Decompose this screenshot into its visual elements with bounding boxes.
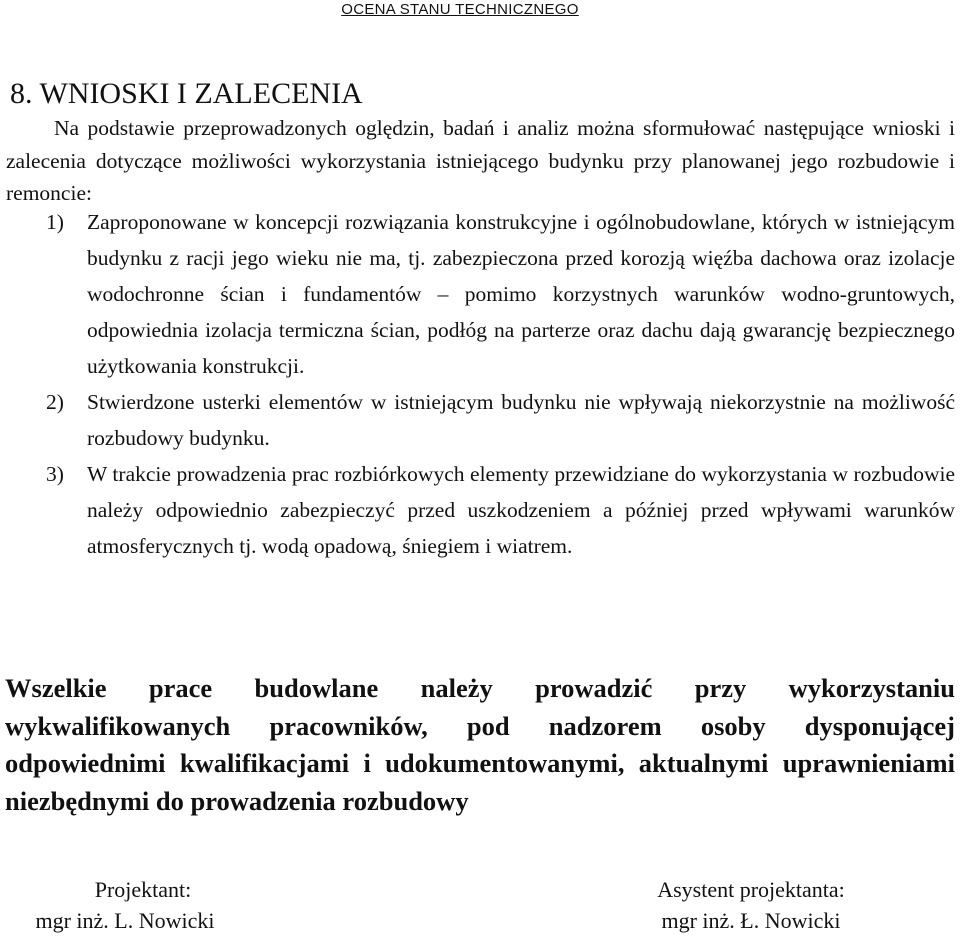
signature-name: mgr inż. Ł. Nowicki bbox=[661, 908, 841, 933]
list-item-text: W trakcie prowadzenia prac rozbiórkowych elementy przewidziane do wykorzystania w rozbudowie należy odpowiednio zabezpieczyć przed uszkodzeniem a później przed wpływami warunków atmosferycznych tj. wodą opadową, śniegiem i wiatrem. bbox=[87, 462, 955, 558]
list-item-number: 3) bbox=[46, 462, 64, 486]
signature-name: mgr inż. L. Nowicki bbox=[35, 908, 215, 933]
list-item-text: Zaproponowane w koncepcji rozwiązania konstrukcyjne i ogólnobudowlane, których w istniejącym budynku z racji jego wieku nie ma, tj. zabezpieczona przed korozją więźba dachowa oraz izolacje wodochronne ścian i fundamentów – pomimo korzystnych warunków wodno-gruntowych, odpowiednia izolacja termiczna ścian, podłóg na parterze oraz dachu dają gwarancję bezpiecznego użytkowania konstrukcji. bbox=[87, 210, 955, 378]
signature-assistant bbox=[620, 874, 882, 936]
signature-role: Projektant: bbox=[94, 877, 192, 902]
list-item bbox=[46, 204, 955, 384]
list-item-number: 1) bbox=[46, 210, 64, 234]
signature-designer bbox=[4, 874, 246, 936]
page-header: OCENA STANU TECHNICZNEGO bbox=[341, 1, 579, 18]
final-note: Wszelkie prace budowlane należy prowadzić przy wykorzystaniu wykwalifikowanych pracowników, pod nadzorem osoby dysponującej odpowiednimi kwalifikacjami i udokumentowanymi, aktualnymi uprawnieniami niezbędnymi do prowadzenia rozbudowy bbox=[5, 673, 955, 816]
section-title: 8. WNIOSKI I ZALECENIA bbox=[10, 77, 363, 110]
list-item-text: Stwierdzone usterki elementów w istniejącym budynku nie wpływają niekorzystnie na możliwość rozbudowy budynku. bbox=[87, 390, 955, 450]
intro-paragraph: Na podstawie przeprowadzonych oględzin, badań i analiz można sformułować następujące wnioski i zalecenia dotyczące możliwości wykorzystania istniejącego budynku przy planowanej jego rozbudowie i remoncie: bbox=[6, 116, 955, 205]
list-item-number: 2) bbox=[46, 390, 64, 414]
list-item bbox=[46, 456, 955, 564]
list-item bbox=[46, 384, 955, 456]
conclusions-list bbox=[46, 204, 955, 564]
signature-role: Asystent projektanta: bbox=[657, 877, 845, 902]
